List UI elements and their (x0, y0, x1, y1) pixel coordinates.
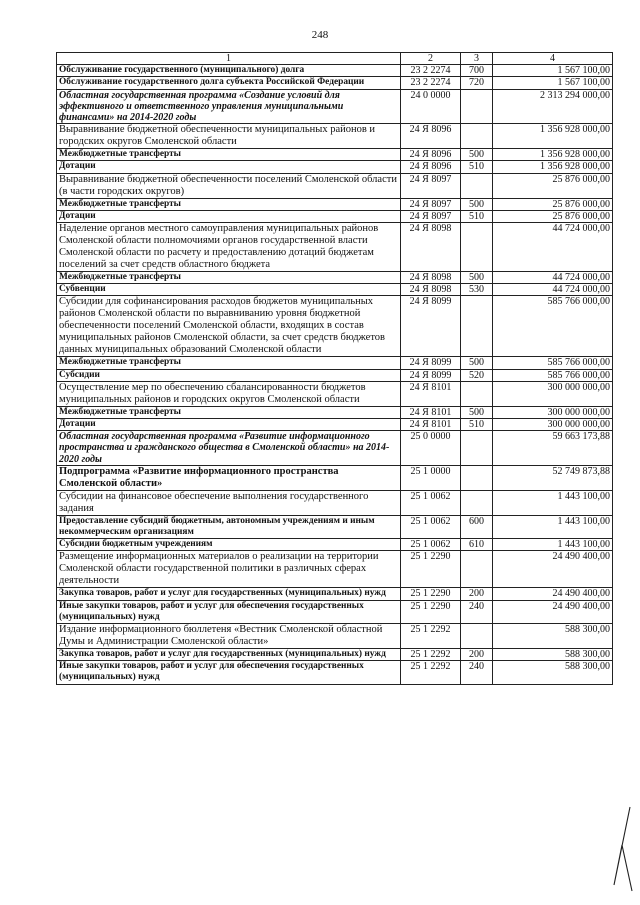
row-type: 240 (461, 661, 493, 684)
row-name: Межбюджетные трансферты (57, 149, 401, 161)
row-type: 510 (461, 161, 493, 173)
row-type: 610 (461, 539, 493, 551)
row-type: 500 (461, 272, 493, 284)
table-row (57, 551, 613, 588)
row-type (461, 223, 493, 272)
row-amount: 588 300,00 (493, 649, 613, 661)
row-amount: 44 724 000,00 (493, 284, 613, 296)
table-row (57, 419, 613, 431)
row-type: 500 (461, 406, 493, 418)
row-code: 24 Я 8101 (401, 381, 461, 406)
row-name: Областная государственная программа «Создание условий для эффективного и ответственного управления муниципальными финансами» на 2014-2020 годы (57, 89, 401, 124)
row-code: 25 1 2290 (401, 588, 461, 600)
table-row (57, 588, 613, 600)
table-row (57, 77, 613, 89)
row-name: Выравнивание бюджетной обеспеченности поселений Смоленской области (в части городских округов) (57, 173, 401, 198)
row-code: 25 1 2292 (401, 649, 461, 661)
table-row (57, 65, 613, 77)
row-code: 25 1 2290 (401, 600, 461, 623)
row-name: Закупка товаров, работ и услуг для государственных (муниципальных) нужд (57, 649, 401, 661)
row-code: 23 2 2274 (401, 77, 461, 89)
row-amount: 300 000 000,00 (493, 406, 613, 418)
row-amount: 1 567 100,00 (493, 65, 613, 77)
column-header-3: 3 (461, 53, 493, 65)
row-type: 700 (461, 65, 493, 77)
row-name: Дотации (57, 161, 401, 173)
row-type: 500 (461, 149, 493, 161)
row-type (461, 465, 493, 490)
row-type (461, 173, 493, 198)
row-type (461, 296, 493, 357)
table-row (57, 124, 613, 149)
row-type (461, 490, 493, 515)
table-row (57, 624, 613, 649)
table-row (57, 357, 613, 369)
row-code: 24 Я 8096 (401, 149, 461, 161)
row-amount: 300 000 000,00 (493, 381, 613, 406)
table-row (57, 149, 613, 161)
row-name: Подпрограмма «Развитие информационного пространства Смоленской области» (57, 465, 401, 490)
row-amount: 1 356 928 000,00 (493, 161, 613, 173)
row-type: 600 (461, 515, 493, 538)
row-code: 24 0 0000 (401, 89, 461, 124)
row-code: 24 Я 8097 (401, 173, 461, 198)
row-name: Осуществление мер по обеспечению сбалансированности бюджетов муниципальных районов и городских округов Смоленской области (57, 381, 401, 406)
row-amount: 1 443 100,00 (493, 490, 613, 515)
row-amount: 2 313 294 000,00 (493, 89, 613, 124)
row-type (461, 551, 493, 588)
row-type: 510 (461, 419, 493, 431)
row-type: 500 (461, 198, 493, 210)
table-row (57, 465, 613, 490)
page-number: 248 (311, 29, 329, 41)
row-code: 25 1 2290 (401, 551, 461, 588)
row-code: 25 1 2292 (401, 661, 461, 684)
row-name: Субсидии (57, 369, 401, 381)
row-code: 24 Я 8099 (401, 357, 461, 369)
row-amount: 25 876 000,00 (493, 173, 613, 198)
table-row (57, 661, 613, 684)
row-code: 24 Я 8098 (401, 272, 461, 284)
table-row (57, 600, 613, 623)
row-code: 24 Я 8096 (401, 161, 461, 173)
row-amount: 588 300,00 (493, 624, 613, 649)
column-header-2: 2 (401, 53, 461, 65)
row-type: 240 (461, 600, 493, 623)
row-code: 25 1 0062 (401, 490, 461, 515)
table-row (57, 406, 613, 418)
table-row (57, 431, 613, 466)
row-type: 200 (461, 649, 493, 661)
row-name: Обслуживание государственного долга субъекта Российской Федерации (57, 77, 401, 89)
table-row (57, 539, 613, 551)
row-code: 24 Я 8099 (401, 296, 461, 357)
row-amount: 588 300,00 (493, 661, 613, 684)
row-name: Областная государственная программа «Развитие информационного пространства и гражданского общества в Смоленской области» на 2014-2020 годы (57, 431, 401, 466)
row-name: Иные закупки товаров, работ и услуг для обеспечения государственных (муниципальных) нужд (57, 600, 401, 623)
column-header-4: 4 (493, 53, 613, 65)
row-type: 530 (461, 284, 493, 296)
signature-mark (610, 805, 634, 895)
row-amount: 1 356 928 000,00 (493, 149, 613, 161)
row-code: 24 Я 8096 (401, 124, 461, 149)
row-code: 24 Я 8097 (401, 198, 461, 210)
row-amount: 585 766 000,00 (493, 369, 613, 381)
table-row (57, 369, 613, 381)
table-row (57, 161, 613, 173)
row-amount: 24 490 400,00 (493, 551, 613, 588)
table-row (57, 490, 613, 515)
row-name: Обслуживание государственного (муниципального) долга (57, 65, 401, 77)
row-type (461, 381, 493, 406)
row-code: 24 Я 8097 (401, 210, 461, 222)
table-row (57, 89, 613, 124)
row-type: 720 (461, 77, 493, 89)
row-type (461, 624, 493, 649)
row-amount: 1 443 100,00 (493, 539, 613, 551)
row-type: 510 (461, 210, 493, 222)
row-name: Издание информационного бюллетеня «Вестник Смоленской областной Думы и Администрации Смоленской области» (57, 624, 401, 649)
row-type (461, 89, 493, 124)
row-name: Размещение информационных материалов о реализации на территории Смоленской области государственной политики в различных сферах деятельности (57, 551, 401, 588)
row-name: Субсидии для софинансирования расходов бюджетов муниципальных районов Смоленской области по выравниванию уровня бюджетной обеспеченности поселений Смоленской области, входящих в состав муниципальных районов Смоленской области, за счет средств бюджетов данных муниципальных образований Смоленской области (57, 296, 401, 357)
row-name: Предоставление субсидий бюджетным, автономным учреждениям и иным некоммерческим организациям (57, 515, 401, 538)
table-row (57, 515, 613, 538)
table-row (57, 381, 613, 406)
row-code: 25 0 0000 (401, 431, 461, 466)
row-code: 23 2 2274 (401, 65, 461, 77)
table-row (57, 296, 613, 357)
row-code: 25 1 0062 (401, 539, 461, 551)
table-row (57, 284, 613, 296)
row-name: Иные закупки товаров, работ и услуг для обеспечения государственных (муниципальных) нужд (57, 661, 401, 684)
row-type (461, 124, 493, 149)
row-code: 24 Я 8101 (401, 419, 461, 431)
column-header-1: 1 (57, 53, 401, 65)
row-name: Субсидии бюджетным учреждениям (57, 539, 401, 551)
row-name: Выравнивание бюджетной обеспеченности муниципальных районов и городских округов Смоленской области (57, 124, 401, 149)
row-name: Субвенции (57, 284, 401, 296)
row-code: 24 Я 8098 (401, 223, 461, 272)
row-amount: 585 766 000,00 (493, 296, 613, 357)
row-amount: 44 724 000,00 (493, 223, 613, 272)
row-name: Дотации (57, 419, 401, 431)
row-name: Межбюджетные трансферты (57, 272, 401, 284)
row-amount: 1 443 100,00 (493, 515, 613, 538)
table-row (57, 198, 613, 210)
row-amount: 1 567 100,00 (493, 77, 613, 89)
row-code: 24 Я 8101 (401, 406, 461, 418)
table-row (57, 173, 613, 198)
row-amount: 59 663 173,88 (493, 431, 613, 466)
row-amount: 24 490 400,00 (493, 600, 613, 623)
row-amount: 1 356 928 000,00 (493, 124, 613, 149)
row-name: Дотации (57, 210, 401, 222)
row-code: 24 Я 8098 (401, 284, 461, 296)
table-row (57, 649, 613, 661)
row-name: Межбюджетные трансферты (57, 406, 401, 418)
budget-table (56, 52, 613, 685)
row-type: 520 (461, 369, 493, 381)
row-name: Закупка товаров, работ и услуг для государственных (муниципальных) нужд (57, 588, 401, 600)
row-code: 24 Я 8099 (401, 369, 461, 381)
row-name: Наделение органов местного самоуправления муниципальных районов Смоленской области полномочиями органов государственной власти Смоленской области по расчету и предоставлению дотаций бюджетам поселений за счет средств областного бюджета (57, 223, 401, 272)
table-row (57, 210, 613, 222)
row-type (461, 431, 493, 466)
row-amount: 52 749 873,88 (493, 465, 613, 490)
table-row (57, 223, 613, 272)
row-code: 25 1 0062 (401, 515, 461, 538)
row-type: 500 (461, 357, 493, 369)
row-amount: 25 876 000,00 (493, 210, 613, 222)
row-amount: 25 876 000,00 (493, 198, 613, 210)
row-code: 25 1 0000 (401, 465, 461, 490)
row-amount: 24 490 400,00 (493, 588, 613, 600)
table-header-row (57, 53, 613, 65)
table-row (57, 272, 613, 284)
row-amount: 300 000 000,00 (493, 419, 613, 431)
row-amount: 44 724 000,00 (493, 272, 613, 284)
row-name: Межбюджетные трансферты (57, 198, 401, 210)
row-name: Межбюджетные трансферты (57, 357, 401, 369)
row-amount: 585 766 000,00 (493, 357, 613, 369)
row-code: 25 1 2292 (401, 624, 461, 649)
row-type: 200 (461, 588, 493, 600)
row-name: Субсидии на финансовое обеспечение выполнения государственного задания (57, 490, 401, 515)
